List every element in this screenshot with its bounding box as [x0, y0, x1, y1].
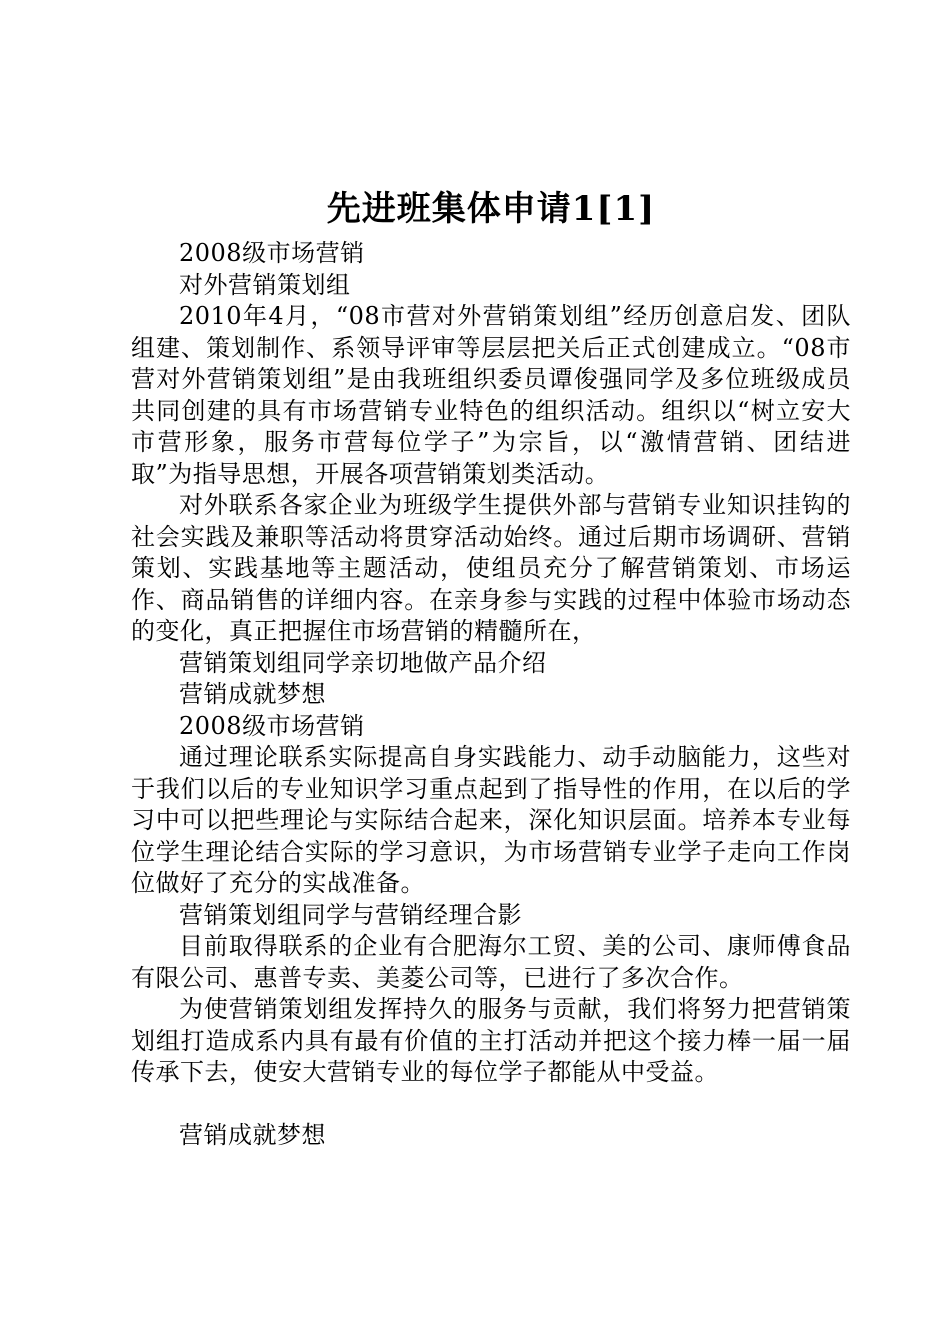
paragraph-founding: 2010年4月，“08市营对外营销策划组”经历创意启发、团队组建、策划制作、系领导评审等层层把关后正式创建成立。“08市营对外营销策划组”是由我班组织委员谭俊强同学及多位班级成员共同创建的具有市场营销专业特色的组织活动。组织以“树立安大市营形象，服务市营每位学子”为宗旨，以“激情营销、团结进取”为指导思想，开展各项营销策划类活动。: [131, 302, 851, 488]
document-title: 先进班集体申请1[1]: [326, 189, 656, 229]
paragraph-spacer: [131, 1089, 851, 1120]
paragraph-practice: 通过理论联系实际提高自身实践能力、动手动脑能力，这些对于我们以后的专业知识学习重点起到了指导性的作用，在以后的学习中可以把些理论与实际结合起来，深化知识层面。培养本专业每位学生理论结合实际的学习意识，为市场营销专业学子走向工作岗位做好了充分的实战准备。: [131, 743, 851, 897]
paragraph-photo-caption-2: 营销策划组同学与营销经理合影: [179, 900, 522, 929]
paragraph-future: 为使营销策划组发挥持久的服务与贡献，我们将努力把营销策划组打造成系内具有最有价值的主打活动并把这个接力棒一届一届传承下去，使安大营销专业的每位学子都能从中受益。: [131, 995, 851, 1086]
paragraph-external-contact: 对外联系各家企业为班级学生提供外部与营销专业知识挂钩的社会实践及兼职等活动将贯穿活动始终。通过后期市场调研、营销策划、实践基地等主题活动，使组员充分了解营销策划、市场运作、商品销售的详细内容。在亲身参与实践的过程中体验市场动态的变化，真正把握住市场营销的精髓所在，: [131, 491, 851, 645]
document-page: [131, 186, 851, 1151]
paragraph-class-name-2: 2008级市场营销: [179, 711, 365, 740]
paragraph-photo-caption-1: 营销策划组同学亲切地做产品介绍: [179, 648, 547, 677]
paragraph-slogan: 营销成就梦想: [179, 680, 326, 708]
paragraph-class-name: 2008级市场营销: [179, 239, 365, 267]
paragraph-group-name: 对外营销策划组: [179, 270, 351, 299]
paragraph-closing-slogan: 营销成就梦想: [179, 1120, 326, 1149]
paragraph-partners: 目前取得联系的企业有合肥海尔工贸、美的公司、康师傅食品有限公司、惠普专卖、美菱公司等，已进行了多次合作。: [131, 932, 851, 992]
